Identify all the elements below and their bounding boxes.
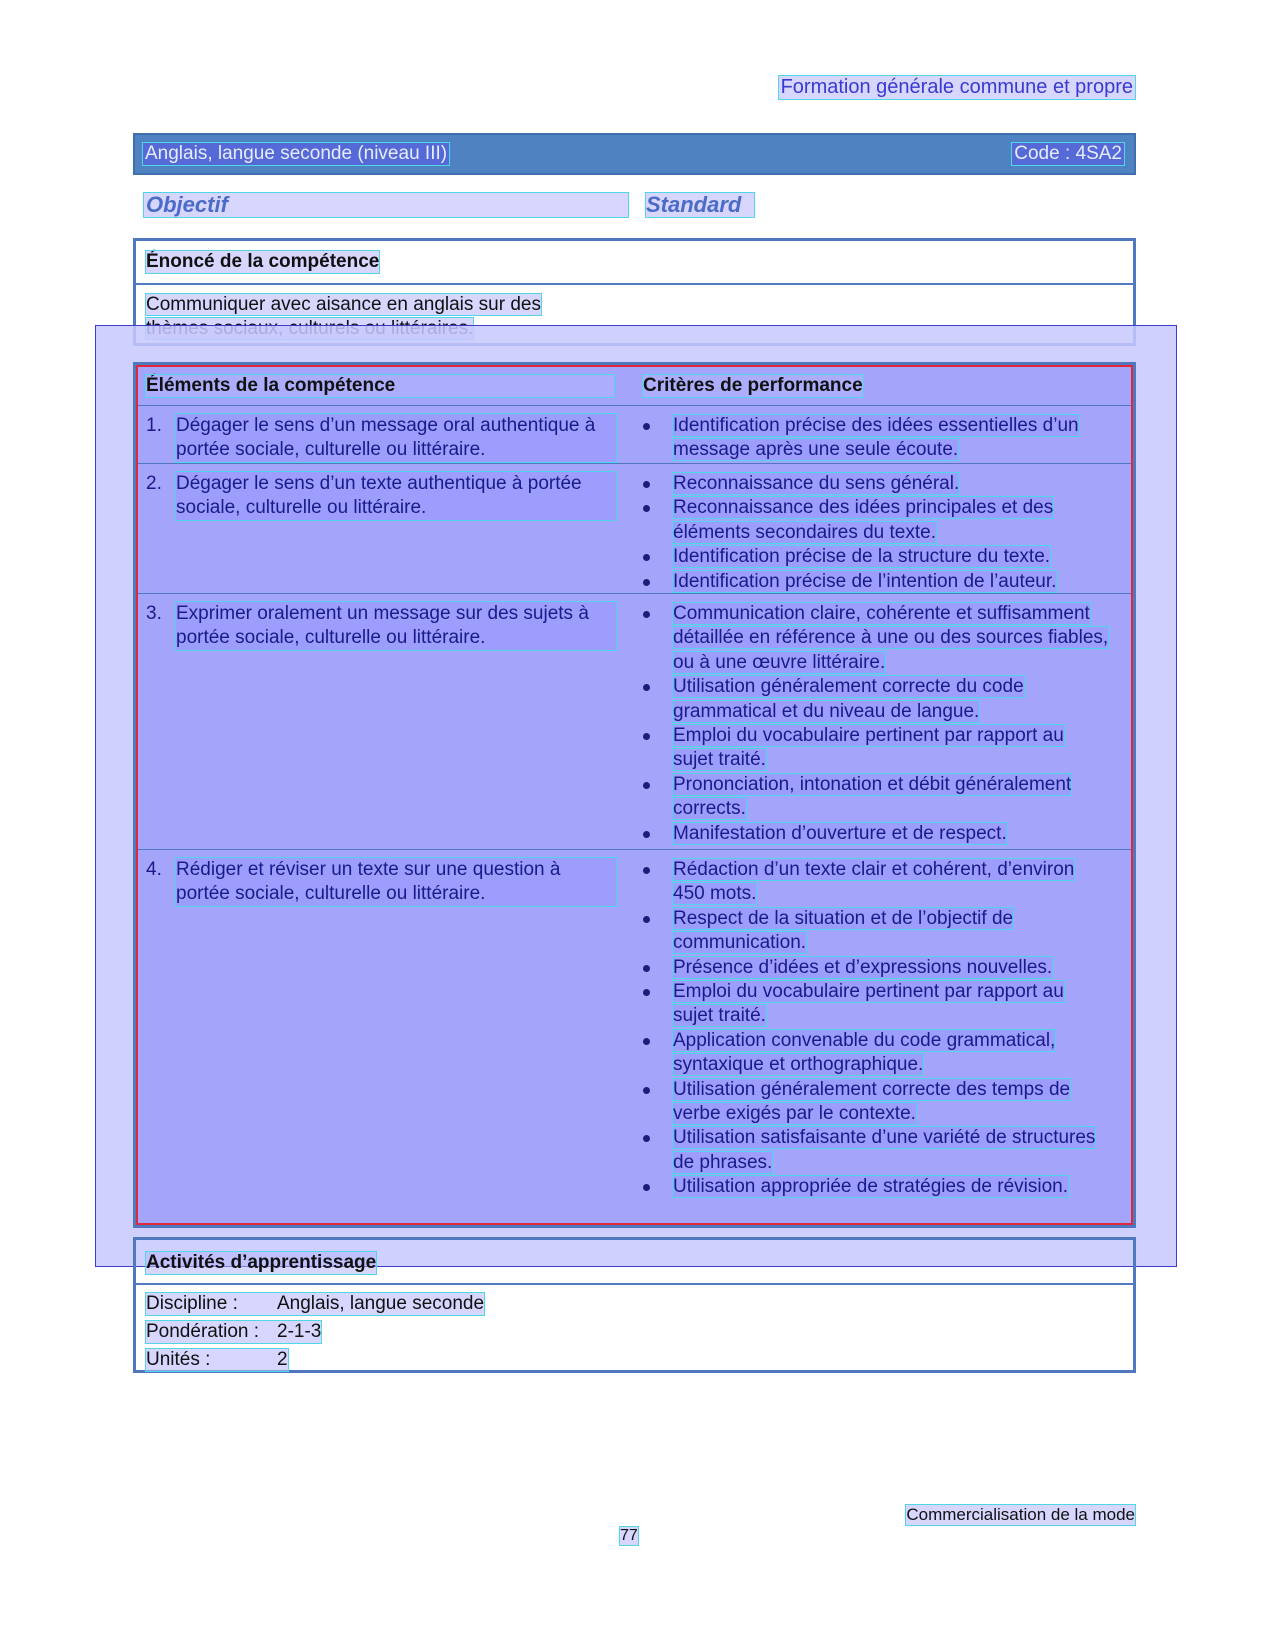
bullet-icon [643, 782, 650, 789]
criteria-list [643, 472, 1109, 594]
element-text: Exprimer oralement un message sur des sujets à portée sociale, culturelle ou littéraire. [176, 602, 616, 650]
criterion-text: Reconnaissance des idées principales et des éléments secondaires du texte. [673, 497, 1054, 543]
bullet-icon [643, 481, 650, 488]
criterion-text: Utilisation généralement correcte des temps de verbe exigés par le contexte. [673, 1078, 1071, 1125]
criterion-text: Prononciation, intonation et débit généralement corrects. [673, 773, 1072, 820]
list-item [643, 1029, 1109, 1078]
element-number: 2. [146, 473, 162, 494]
criterion-text: Emploi du vocabulaire pertinent par rapport au sujet traité. [673, 981, 1064, 1027]
criterion-text: Communication claire, cohérente et suffisamment détaillée en référence à une ou des sources fiables, ou à une œuvre littéraire. [673, 603, 1109, 673]
list-item [643, 570, 1109, 594]
bullet-icon [643, 867, 650, 874]
criterion-text: Identification précise de la structure du texte. [673, 546, 1051, 568]
list-item [643, 414, 1109, 463]
criteria-list [643, 858, 1109, 1200]
table-row [138, 405, 1131, 464]
column-header-criteria: Critères de performance [643, 375, 863, 396]
element-cell [146, 472, 616, 520]
list-item [643, 472, 1109, 496]
course-code: Code : 4SA2 [1014, 143, 1122, 164]
criteria-list [643, 602, 1109, 846]
course-bar [133, 133, 1136, 175]
element-cell [146, 602, 616, 650]
divider [136, 283, 1133, 285]
criterion-text: Utilisation appropriée de stratégies de révision. [673, 1176, 1068, 1198]
table-row [138, 849, 1131, 1222]
divider [136, 1283, 1133, 1285]
element-number: 3. [146, 603, 162, 624]
criterion-text: Application convenable du code grammatical, syntaxique et orthographique. [673, 1029, 1056, 1076]
bullet-icon [643, 1087, 650, 1094]
bullet-icon [643, 1135, 650, 1142]
running-header: Formation générale commune et propre [780, 76, 1133, 98]
list-item [643, 773, 1109, 822]
bullet-icon [643, 989, 650, 996]
discipline-row [146, 1293, 484, 1315]
element-number: 4. [146, 859, 162, 880]
bullet-icon [643, 611, 650, 618]
unites-row [146, 1349, 288, 1371]
bullet-icon [643, 423, 650, 430]
bullet-icon [643, 505, 650, 512]
list-item [643, 956, 1109, 980]
competence-table [136, 365, 1133, 1225]
list-item [643, 724, 1109, 773]
bullet-icon [643, 831, 650, 838]
list-item [643, 980, 1109, 1029]
bullet-icon [643, 554, 650, 561]
criterion-text: Respect de la situation et de l’objectif de communication. [673, 907, 1014, 954]
table-header-row [138, 367, 1131, 405]
bullet-icon [643, 1184, 650, 1191]
criterion-text: Emploi du vocabulaire pertinent par rapport au sujet traité. [673, 725, 1064, 771]
competence-title: Énoncé de la compétence [146, 251, 380, 272]
element-number: 1. [146, 415, 162, 436]
table-row [138, 593, 1131, 850]
bullet-icon [643, 916, 650, 923]
criterion-text: Identification précise de l’intention de l’auteur. [673, 570, 1057, 592]
ponderation-label: Pondération : [146, 1321, 260, 1342]
element-cell [146, 858, 616, 906]
list-item [643, 1078, 1109, 1127]
bullet-icon [643, 733, 650, 740]
list-item [643, 858, 1109, 907]
activities-title: Activités d’apprentissage [146, 1252, 377, 1273]
list-item [643, 822, 1109, 846]
element-text: Dégager le sens d’un texte authentique à portée sociale, culturelle ou littéraire. [176, 472, 616, 520]
criterion-text: Rédaction d’un texte clair et cohérent, d’environ 450 mots. [673, 859, 1075, 905]
element-text: Rédiger et réviser un texte sur une question à portée sociale, culturelle ou littéraire. [176, 858, 616, 906]
ponderation-row [146, 1321, 321, 1343]
list-item [643, 545, 1109, 569]
list-item [643, 602, 1109, 675]
criterion-text: Reconnaissance du sens général. [673, 473, 960, 494]
bullet-icon [643, 1038, 650, 1045]
ponderation-value: 2-1-3 [277, 1321, 322, 1342]
standard-label: Standard [646, 193, 754, 217]
criterion-text: Utilisation généralement correcte du code grammatical et du niveau de langue. [673, 676, 1024, 722]
element-text: Dégager le sens d’un message oral authentique à portée sociale, culturelle ou littéraire. [176, 414, 616, 462]
list-item [643, 1175, 1109, 1199]
table-row [138, 463, 1131, 594]
criterion-text: Présence d’idées et d’expressions nouvelles. [673, 956, 1053, 978]
element-cell [146, 414, 616, 462]
criterion-text: Manifestation d’ouverture et de respect. [673, 822, 1007, 844]
list-item [643, 1126, 1109, 1175]
bullet-icon [643, 965, 650, 972]
unites-label: Unités : [146, 1349, 211, 1370]
list-item [643, 907, 1109, 956]
list-item [643, 496, 1109, 545]
course-title: Anglais, langue seconde (niveau III) [145, 143, 448, 164]
bullet-icon [643, 579, 650, 586]
page-number: 77 [620, 1527, 638, 1544]
unites-value: 2 [277, 1349, 288, 1370]
column-header-elements: Éléments de la compétence [146, 375, 614, 397]
discipline-value: Anglais, langue seconde [277, 1293, 485, 1314]
list-item [643, 675, 1109, 724]
objectif-label: Objectif [144, 193, 628, 217]
criterion-text: Utilisation satisfaisante d’une variété de structures de phrases. [673, 1127, 1096, 1173]
criterion-text: Identification précise des idées essentielles d’un message après une seule écoute. [673, 415, 1079, 461]
competence-line: Communiquer avec aisance en anglais sur des [146, 294, 541, 315]
discipline-label: Discipline : [146, 1293, 238, 1314]
bullet-icon [643, 684, 650, 691]
footer-program: Commercialisation de la mode [906, 1505, 1135, 1524]
criteria-list [643, 414, 1109, 463]
learning-activities-box [133, 1237, 1136, 1373]
